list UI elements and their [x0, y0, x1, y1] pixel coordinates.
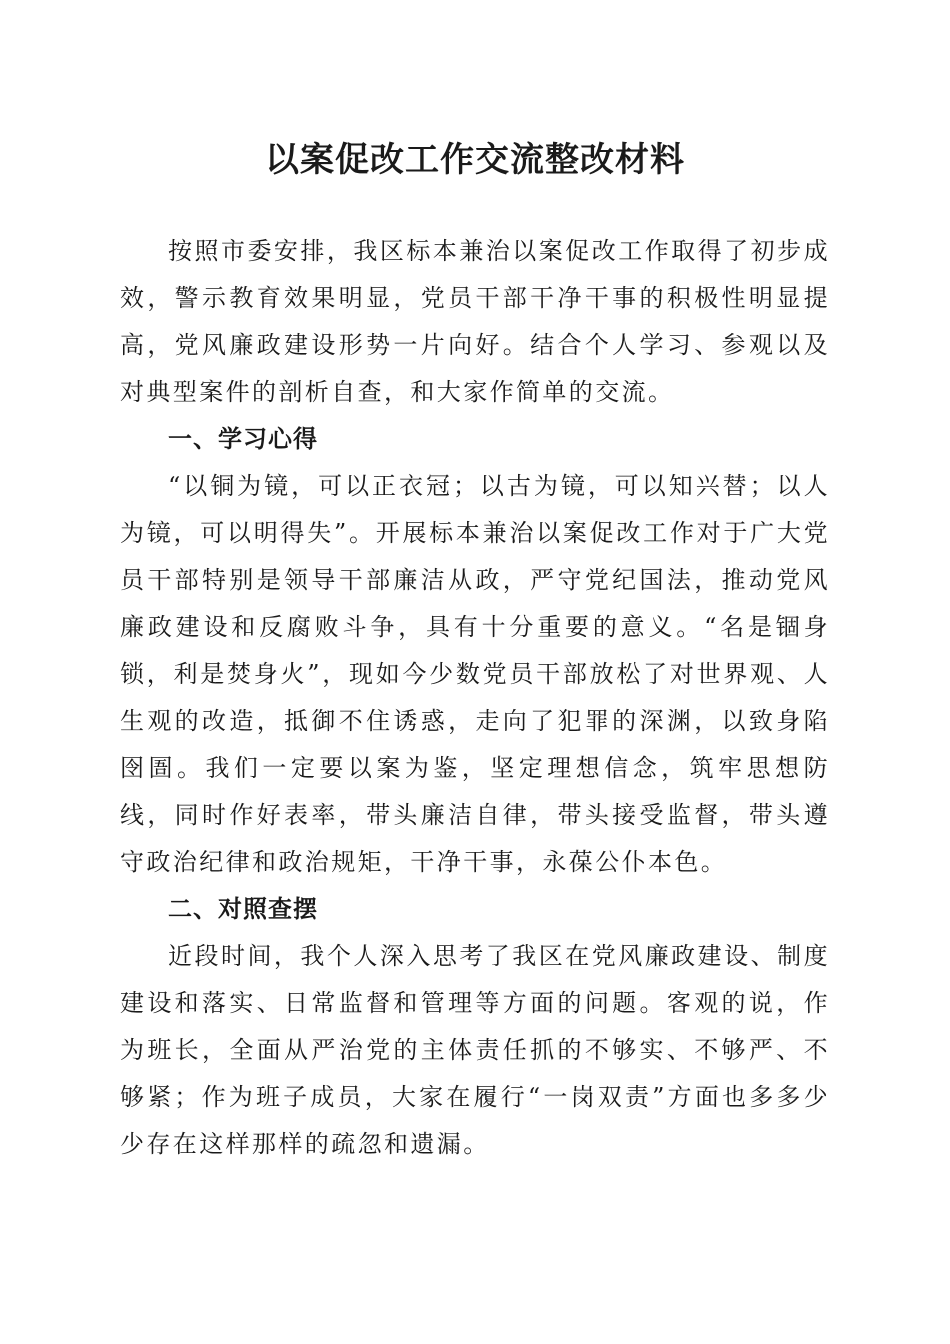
document-page: [120, 0, 830, 1344]
intro-paragraph: 按照市委安排，我区标本兼治以案促改工作取得了初步成效，警示教育效果明显，党员干部干净干事的积极性明显提高，党风廉政建设形势一片向好。结合个人学习、参观以及对典型案件的剖析自查，和大家作简单的交流。: [120, 237, 830, 406]
section-paragraph-review: 近段时间，我个人深入思考了我区在党风廉政建设、制度建设和落实、日常监督和管理等方面的问题。客观的说，作为班长，全面从严治党的主体责任抓的不够实、不够严、不够紧；作为班子成员，大家在履行“一岗双责”方面也多多少少存在这样那样的疏忽和遗漏。: [120, 942, 830, 1158]
document-title: 以案促改工作交流整改材料: [265, 140, 685, 180]
section-heading-review: 二、对照查摆: [168, 895, 318, 923]
section-paragraph-study: “以铜为镜，可以正衣冠；以古为镜，可以知兴替；以人为镜，可以明得失”。开展标本兼治以案促改工作对于广大党员干部特别是领导干部廉洁从政，严守党纪国法，推动党风廉政建设和反腐败斗争，具有十分重要的意义。“名是锢身锁，利是焚身火”，现如今少数党员干部放松了对世界观、人生观的改造，抵御不住诱惑，走向了犯罪的深渊，以致身陷囹圄。我们一定要以案为鉴，坚定理想信念，筑牢思想防线，同时作好表率，带头廉洁自律，带头接受监督，带头遵守政治纪律和政治规矩，干净干事，永葆公仆本色。: [120, 472, 830, 876]
document-body: [120, 228, 830, 1168]
section-heading-study: 一、学习心得: [168, 425, 318, 453]
